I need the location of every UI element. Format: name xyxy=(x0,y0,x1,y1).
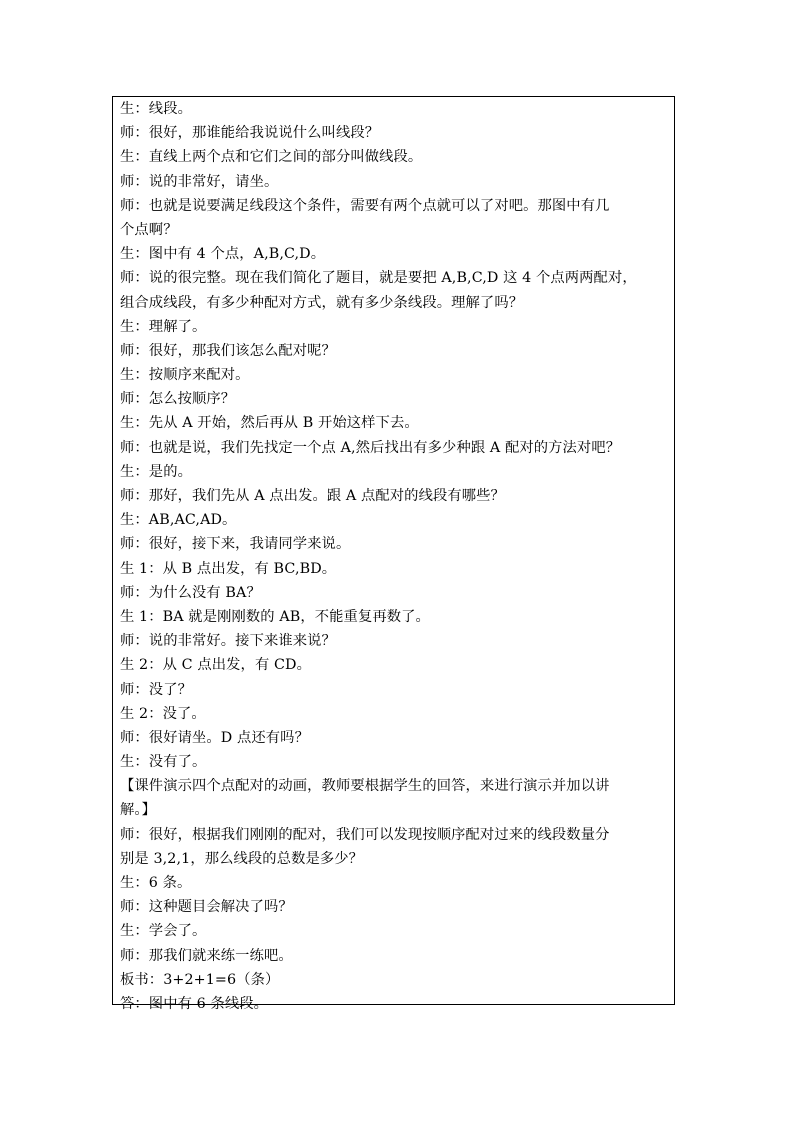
transcript-line: 别是 3,2,1，那么线段的总数是多少？ xyxy=(120,850,364,867)
transcript-line: 师：怎么按顺序？ xyxy=(120,391,236,408)
transcript-line: 生 1：从 B 点出发，有 BC,BD。 xyxy=(120,560,337,577)
transcript-line: 生：先从 A 开始，然后再从 B 开始这样下去。 xyxy=(120,415,419,432)
transcript-line: 生：6 条。 xyxy=(120,875,192,891)
transcript-line: 师：很好，接下来，我请同学来说。 xyxy=(120,536,351,553)
transcript-content xyxy=(120,97,672,1016)
transcript-line: 师：也就是说，我们先找定一个点 A,然后找出有多少种跟 A 配对的方法对吧？ xyxy=(120,439,621,456)
transcript-line: 【课件演示四个点配对的动画，教师要根据学生的回答，来进行演示并加以讲 xyxy=(120,778,610,795)
transcript-line: 师：也就是说要满足线段这个条件，需要有两个点就可以了对吧。那图中有几 xyxy=(120,197,610,214)
transcript-line: 生：理解了。 xyxy=(120,318,207,335)
transcript-line: 师：这种题目会解决了吗？ xyxy=(120,899,293,916)
transcript-line: 生 2：从 C 点出发，有 CD。 xyxy=(120,657,311,674)
transcript-line: 生 2：没了。 xyxy=(120,705,206,722)
transcript-line: 生：直线上两个点和它们之间的部分叫做线段。 xyxy=(120,149,423,166)
transcript-line: 生：AB,AC,AD。 xyxy=(120,512,237,529)
transcript-line: 生：学会了。 xyxy=(120,923,207,940)
transcript-line: 答：图中有 6 条线段。 xyxy=(120,995,269,1012)
transcript-line: 生 1：BA 就是刚刚数的 AB，不能重复再数了。 xyxy=(120,608,430,625)
lesson-transcript-table xyxy=(112,96,675,1012)
transcript-line: 师：很好请坐。D 点还有吗？ xyxy=(120,729,309,746)
transcript-line: 板书：3+2+1=6（条） xyxy=(120,971,280,988)
transcript-line: 师：很好，根据我们刚刚的配对，我们可以发现按顺序配对过来的线段数量分 xyxy=(120,826,610,843)
transcript-line: 师：说的很完整。现在我们简化了题目，就是要把 A,B,C,D 这 4 个点两两配对， xyxy=(120,270,637,287)
transcript-line: 个点啊？ xyxy=(120,221,178,238)
transcript-line: 师：为什么没有 BA？ xyxy=(120,584,261,601)
transcript-line: 师：那我们就来练一练吧。 xyxy=(120,947,293,964)
transcript-line: 组合成线段，有多少种配对方式，就有多少条线段。理解了吗？ xyxy=(120,294,524,311)
transcript-line: 生：线段。 xyxy=(120,101,192,117)
transcript-line: 生：按顺序来配对。 xyxy=(120,367,250,384)
transcript-line: 师：说的非常好。接下来谁来说？ xyxy=(120,633,336,650)
transcript-line: 师：没了？ xyxy=(120,681,192,698)
transcript-line: 生：图中有 4 个点，A,B,C,D。 xyxy=(120,246,326,263)
transcript-line: 师：那好，我们先从 A 点出发。跟 A 点配对的线段有哪些？ xyxy=(120,488,505,504)
transcript-line: 师：很好，那谁能给我说说什么叫线段？ xyxy=(120,125,380,142)
transcript-line: 师：说的非常好，请坐。 xyxy=(120,173,279,190)
transcript-line: 师：很好，那我们该怎么配对呢？ xyxy=(120,342,336,359)
transcript-line: 解。】 xyxy=(120,802,157,819)
transcript-line: 生：是的。 xyxy=(120,463,192,480)
transcript-line: 生：没有了。 xyxy=(120,754,207,771)
